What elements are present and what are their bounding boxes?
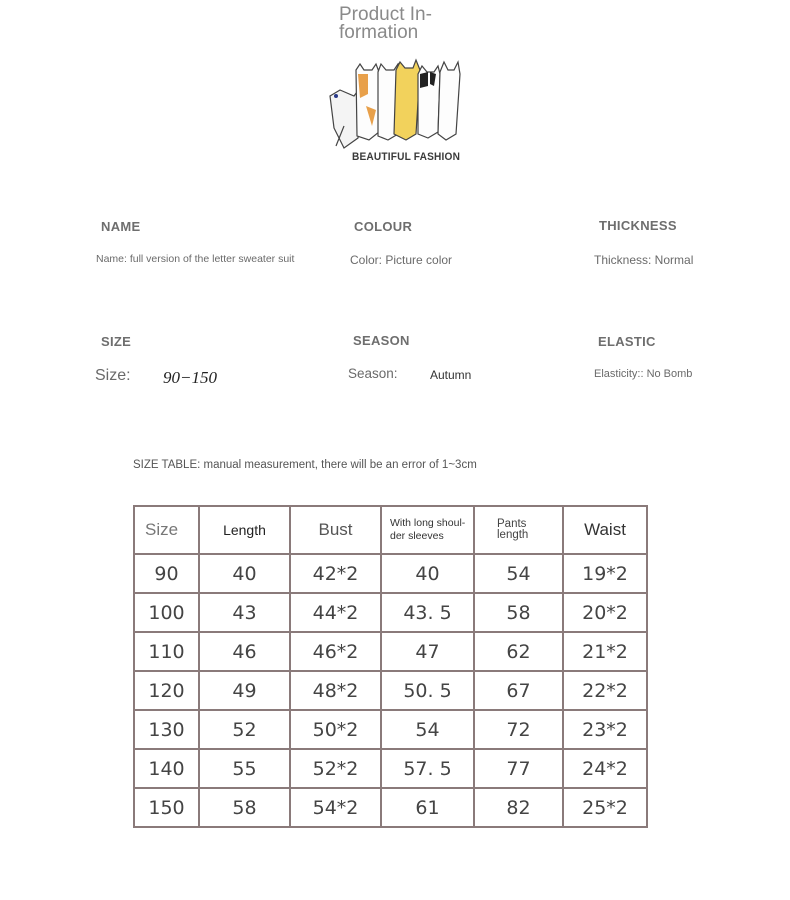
season-label: SEASON xyxy=(353,333,410,348)
cell-sleeves: 57. 5 xyxy=(381,749,474,788)
thickness-value: Thickness: Normal xyxy=(594,253,694,267)
header-size: Size xyxy=(134,506,199,554)
cell-sleeves: 61 xyxy=(381,788,474,827)
cell-length: 52 xyxy=(199,710,290,749)
colour-label: COLOUR xyxy=(354,219,413,234)
cell-size: 120 xyxy=(134,671,199,710)
cell-size: 130 xyxy=(134,710,199,749)
size-label: SIZE xyxy=(101,334,132,349)
cell-pants: 77 xyxy=(474,749,563,788)
cell-size: 90 xyxy=(134,554,199,593)
cell-pants: 67 xyxy=(474,671,563,710)
cell-pants: 54 xyxy=(474,554,563,593)
cell-pants: 72 xyxy=(474,710,563,749)
season-value: Autumn xyxy=(430,368,472,382)
cell-size: 110 xyxy=(134,632,199,671)
elastic-value: Elasticity:: No Bomb xyxy=(594,368,693,380)
colour-value: Color: Picture color xyxy=(350,253,453,267)
cell-pants: 82 xyxy=(474,788,563,827)
thickness-label: THICKNESS xyxy=(599,218,677,233)
season-key: Season: xyxy=(348,366,398,381)
cell-waist: 20*2 xyxy=(563,593,647,632)
table-row xyxy=(134,788,647,827)
table-header-row xyxy=(134,506,647,554)
cell-bust: 50*2 xyxy=(290,710,381,749)
cell-length: 40 xyxy=(199,554,290,593)
cell-sleeves: 54 xyxy=(381,710,474,749)
cell-length: 58 xyxy=(199,788,290,827)
name-label: NAME xyxy=(101,219,141,234)
cell-bust: 46*2 xyxy=(290,632,381,671)
cell-length: 55 xyxy=(199,749,290,788)
elastic-label: ELASTIC xyxy=(598,334,656,349)
cell-length: 49 xyxy=(199,671,290,710)
header-length: Length xyxy=(199,506,290,554)
cell-bust: 48*2 xyxy=(290,671,381,710)
cell-sleeves: 40 xyxy=(381,554,474,593)
cell-bust: 44*2 xyxy=(290,593,381,632)
cell-waist: 25*2 xyxy=(563,788,647,827)
table-row xyxy=(134,710,647,749)
size-key: Size: xyxy=(95,367,131,384)
cell-length: 46 xyxy=(199,632,290,671)
cell-pants: 62 xyxy=(474,632,563,671)
cell-waist: 22*2 xyxy=(563,671,647,710)
logo-text: BEAUTIFUL FASHION xyxy=(352,151,461,163)
cell-sleeves: 43. 5 xyxy=(381,593,474,632)
cell-size: 140 xyxy=(134,749,199,788)
table-row xyxy=(134,593,647,632)
header-bust: Bust xyxy=(290,506,381,554)
cell-waist: 24*2 xyxy=(563,749,647,788)
cell-size: 150 xyxy=(134,788,199,827)
table-row xyxy=(134,554,647,593)
header-sleeves: With long shoul- der sleeves xyxy=(381,506,474,554)
page-title: Product In- formation xyxy=(339,4,432,43)
cell-sleeves: 47 xyxy=(381,632,474,671)
cell-bust: 52*2 xyxy=(290,749,381,788)
cell-waist: 23*2 xyxy=(563,710,647,749)
table-row xyxy=(134,671,647,710)
table-row xyxy=(134,749,647,788)
header-waist: Waist xyxy=(563,506,647,554)
table-row xyxy=(134,632,647,671)
header-pants-length: Pants length xyxy=(474,506,563,554)
cell-waist: 19*2 xyxy=(563,554,647,593)
size-table xyxy=(133,505,648,828)
cell-pants: 58 xyxy=(474,593,563,632)
size-value: 90−150 xyxy=(163,368,217,387)
cell-length: 43 xyxy=(199,593,290,632)
cell-sleeves: 50. 5 xyxy=(381,671,474,710)
size-table-note: SIZE TABLE: manual measurement, there will be an error of 1~3cm xyxy=(133,459,477,471)
cell-size: 100 xyxy=(134,593,199,632)
name-value: Name: full version of the letter sweater suit xyxy=(96,253,295,265)
cell-bust: 42*2 xyxy=(290,554,381,593)
cell-bust: 54*2 xyxy=(290,788,381,827)
cell-waist: 21*2 xyxy=(563,632,647,671)
